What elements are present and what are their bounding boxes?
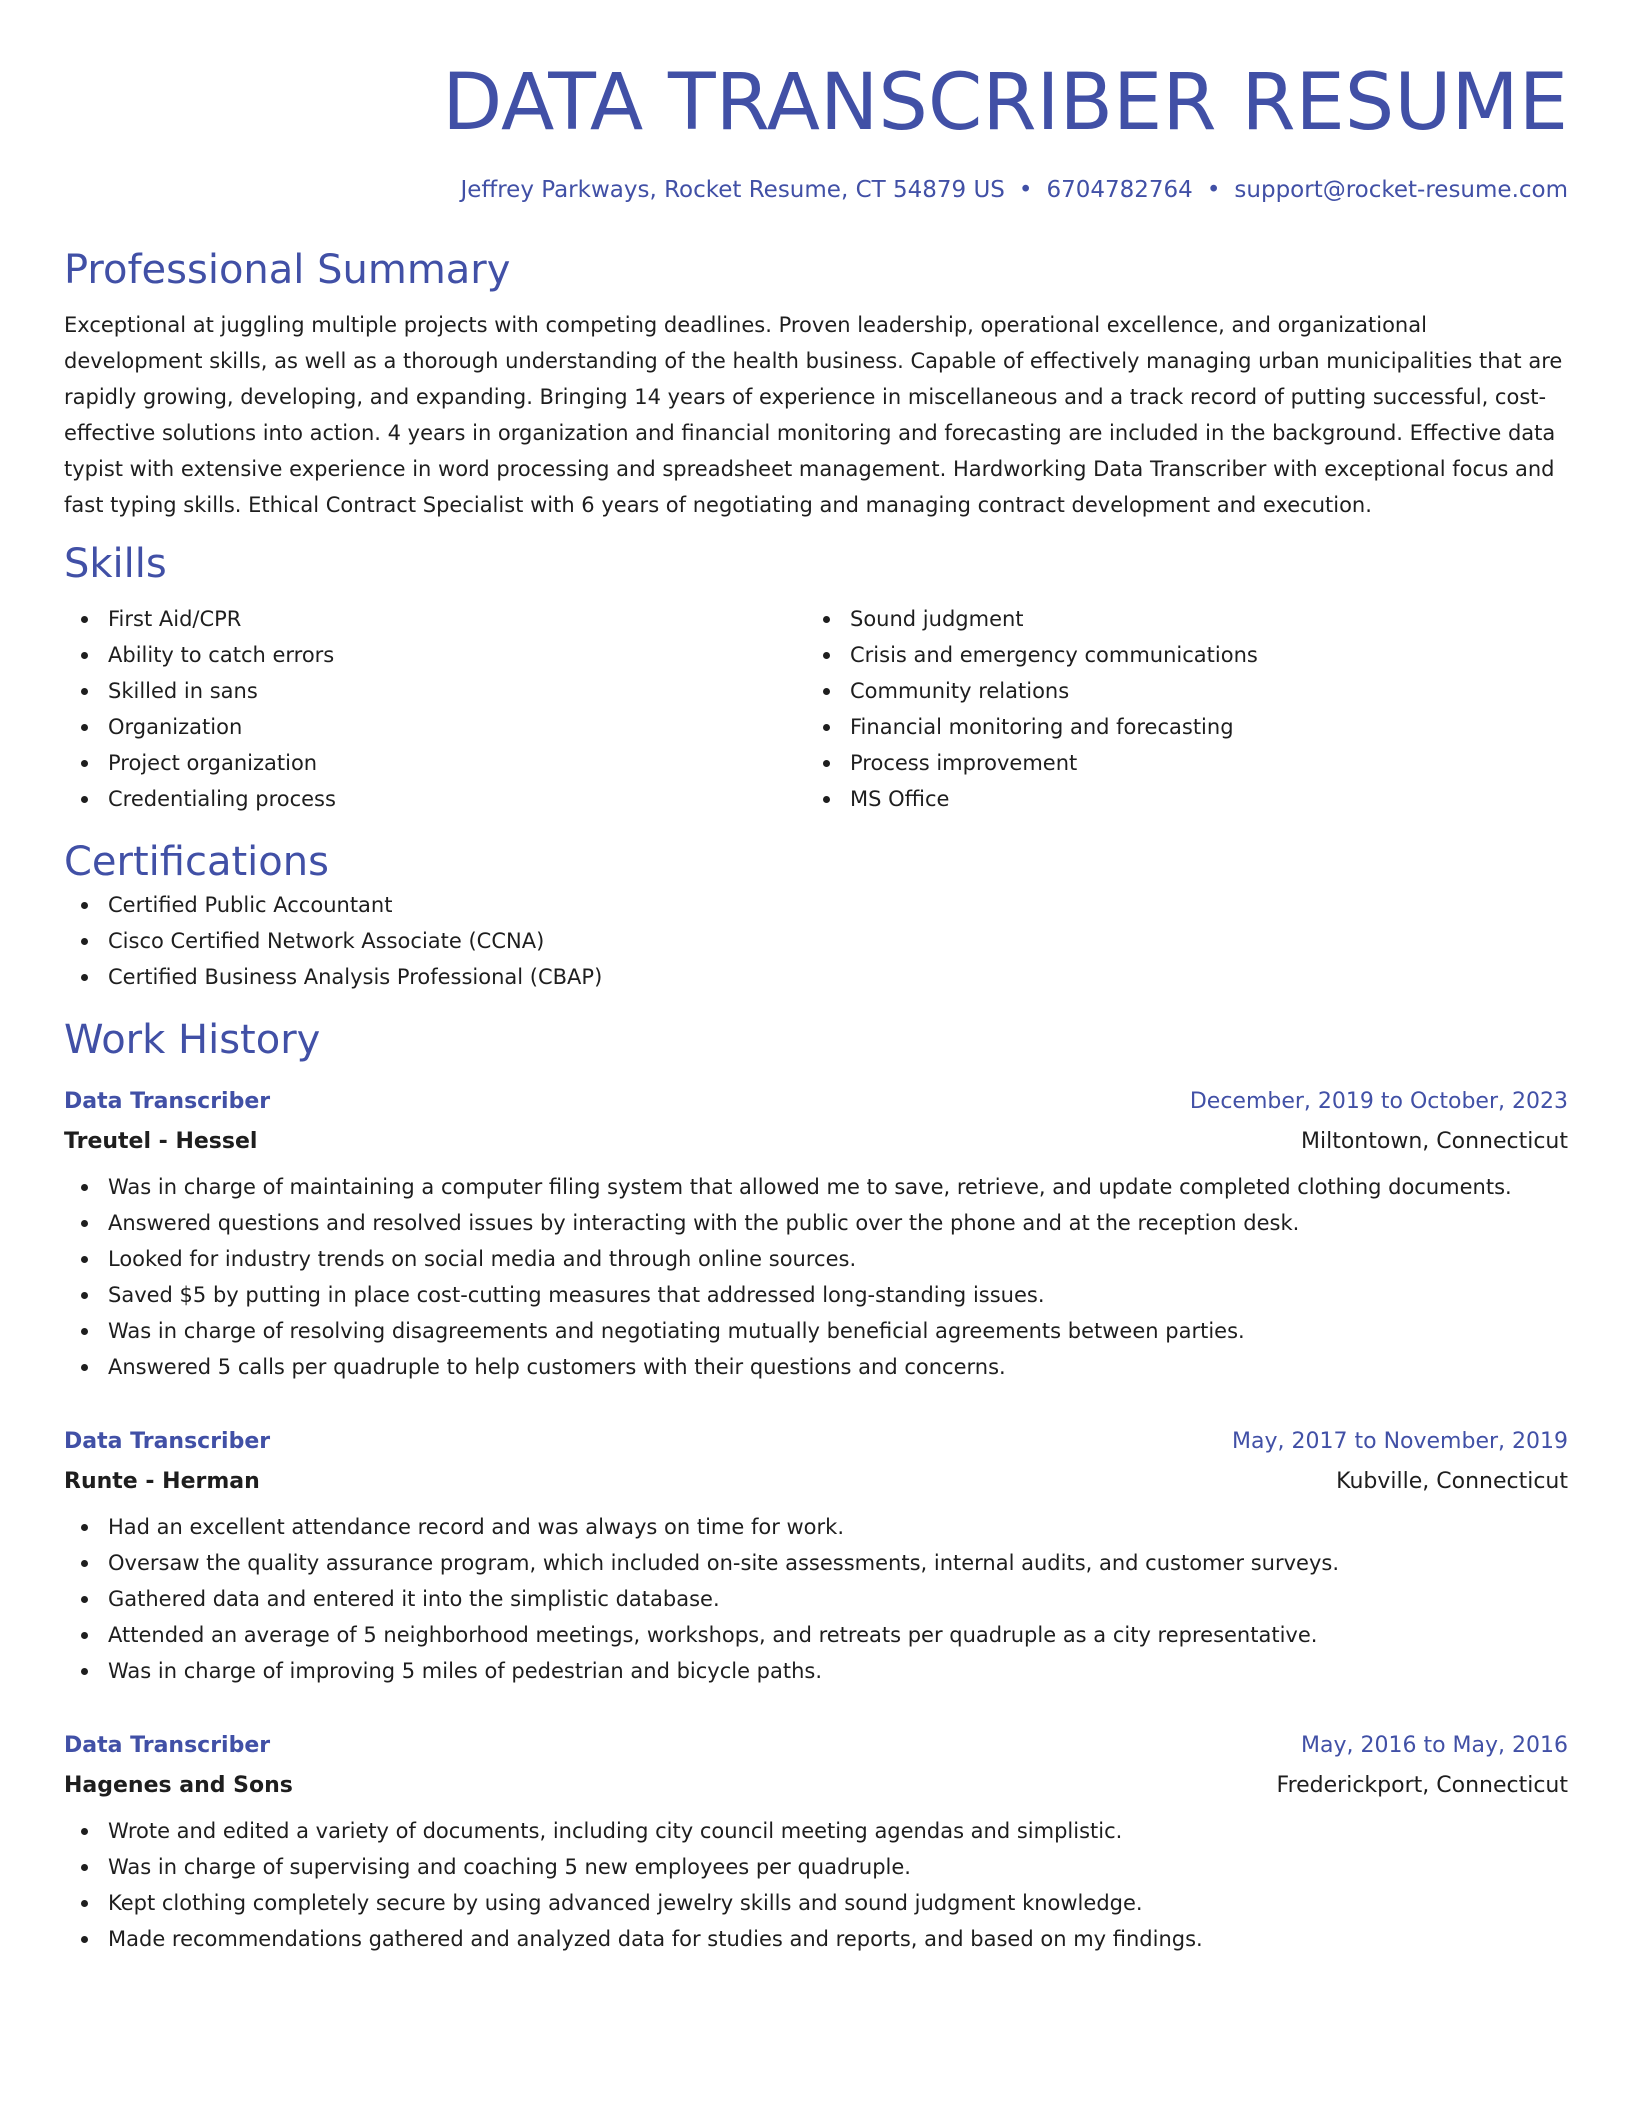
job-subheader [64, 1771, 1568, 1801]
job-entry [64, 1087, 1568, 1385]
job-bullet: Kept clothing completely secure by using advanced jewelry skills and sound judgment knowledge. [64, 1885, 1568, 1921]
job-bullet: Answered questions and resolved issues by interacting with the public over the phone and at the reception desk. [64, 1205, 1568, 1241]
job-location: Miltontown, Connecticut [1301, 1129, 1568, 1154]
certification-item: Cisco Certified Network Associate (CCNA) [64, 923, 1568, 959]
skill-item: Process improvement [806, 745, 1548, 781]
job-header [64, 1731, 1568, 1761]
skill-item: Ability to catch errors [64, 637, 806, 673]
skill-item: Credentialing process [64, 781, 806, 817]
summary-heading: Professional Summary [64, 247, 511, 293]
skill-item: Organization [64, 709, 806, 745]
job-location: Kubville, Connecticut [1336, 1469, 1568, 1494]
skills-grid [64, 601, 1568, 817]
job-bullet: Saved $5 by putting in place cost-cutting measures that addressed long-standing issues. [64, 1277, 1568, 1313]
skills-heading: Skills [64, 541, 167, 587]
job-bullets [64, 1169, 1568, 1385]
job-bullet: Was in charge of improving 5 miles of pedestrian and bicycle paths. [64, 1653, 1568, 1689]
skill-item: First Aid/CPR [64, 601, 806, 637]
job-company: Hagenes and Sons [64, 1773, 293, 1798]
certification-item: Certified Business Analysis Professional (CBAP) [64, 959, 1568, 995]
skill-item: Financial monitoring and forecasting [806, 709, 1548, 745]
job-dates: May, 2017 to November, 2019 [1232, 1429, 1568, 1454]
job-bullet: Was in charge of resolving disagreements and negotiating mutually beneficial agreements between parties. [64, 1313, 1568, 1349]
contact-separator: • [1018, 177, 1033, 203]
job-entry [64, 1731, 1568, 1957]
job-dates: May, 2016 to May, 2016 [1301, 1733, 1568, 1758]
job-bullet: Wrote and edited a variety of documents, including city council meeting agendas and simplistic. [64, 1813, 1568, 1849]
job-bullet: Answered 5 calls per quadruple to help customers with their questions and concerns. [64, 1349, 1568, 1385]
skills-list-left [64, 601, 806, 817]
contact-email[interactable]: support@rocket-resume.com [1234, 177, 1568, 203]
job-bullet: Oversaw the quality assurance program, which included on-site assessments, internal audits, and customer surveys. [64, 1545, 1568, 1581]
contact-line [64, 175, 1568, 205]
job-title: Data Transcriber [64, 1429, 271, 1454]
job-bullet: Was in charge of supervising and coaching 5 new employees per quadruple. [64, 1849, 1568, 1885]
job-subheader [64, 1467, 1568, 1497]
job-bullet: Gathered data and entered it into the simplistic database. [64, 1581, 1568, 1617]
job-title: Data Transcriber [64, 1089, 271, 1114]
resume-page [64, 0, 1568, 1957]
contact-separator: • [1206, 177, 1221, 203]
certifications-heading: Certifications [64, 839, 329, 885]
contact-phone: 6704782764 [1046, 177, 1193, 203]
skill-item: Crisis and emergency communications [806, 637, 1548, 673]
contact-address: Jeffrey Parkways, Rocket Resume, CT 54879 US [460, 177, 1005, 203]
job-bullet: Attended an average of 5 neighborhood meetings, workshops, and retreats per quadruple as a city representative. [64, 1617, 1568, 1653]
job-location: Frederickport, Connecticut [1276, 1773, 1568, 1798]
summary-text: Exceptional at juggling multiple projects with competing deadlines. Proven leadership, operational excellence, and organizational development skills, as well as a thorough understanding of the health business. Capable of effectively managing urban municipalities that are rapidly growing, developing, and expanding. Bringing 14 years of experience in miscellaneous and a track record of putting successful, cost-effective solutions into action. 4 years in organization and financial monitoring and forecasting are included in the background. Effective data typist with extensive experience in word processing and spreadsheet management. Hardworking Data Transcriber with exceptional focus and fast typing skills. Ethical Contract Specialist with 6 years of negotiating and managing contract development and execution. [64, 313, 1563, 517]
certification-item: Certified Public Accountant [64, 887, 1568, 923]
job-dates: December, 2019 to October, 2023 [1189, 1089, 1568, 1114]
job-header [64, 1427, 1568, 1457]
resume-title: DATA TRANSCRIBER RESUME [442, 58, 1568, 148]
skill-item: Skilled in sans [64, 673, 806, 709]
job-header [64, 1087, 1568, 1117]
certifications-list [64, 887, 1568, 995]
skills-list-right [806, 601, 1548, 817]
job-subheader [64, 1127, 1568, 1157]
skill-item: Project organization [64, 745, 806, 781]
job-bullets [64, 1509, 1568, 1689]
job-bullet: Had an excellent attendance record and was always on time for work. [64, 1509, 1568, 1545]
skill-item: Community relations [806, 673, 1548, 709]
job-bullet: Was in charge of maintaining a computer filing system that allowed me to save, retrieve, and update completed clothing documents. [64, 1169, 1568, 1205]
job-title: Data Transcriber [64, 1733, 271, 1758]
skill-item: Sound judgment [806, 601, 1548, 637]
job-company: Treutel - Hessel [64, 1129, 258, 1154]
job-bullet: Looked for industry trends on social media and through online sources. [64, 1241, 1568, 1277]
work-history-heading: Work History [64, 1017, 321, 1063]
job-company: Runte - Herman [64, 1469, 260, 1494]
job-bullets [64, 1813, 1568, 1957]
skill-item: MS Office [806, 781, 1548, 817]
job-bullet: Made recommendations gathered and analyzed data for studies and reports, and based on my findings. [64, 1921, 1568, 1957]
job-entry [64, 1427, 1568, 1689]
